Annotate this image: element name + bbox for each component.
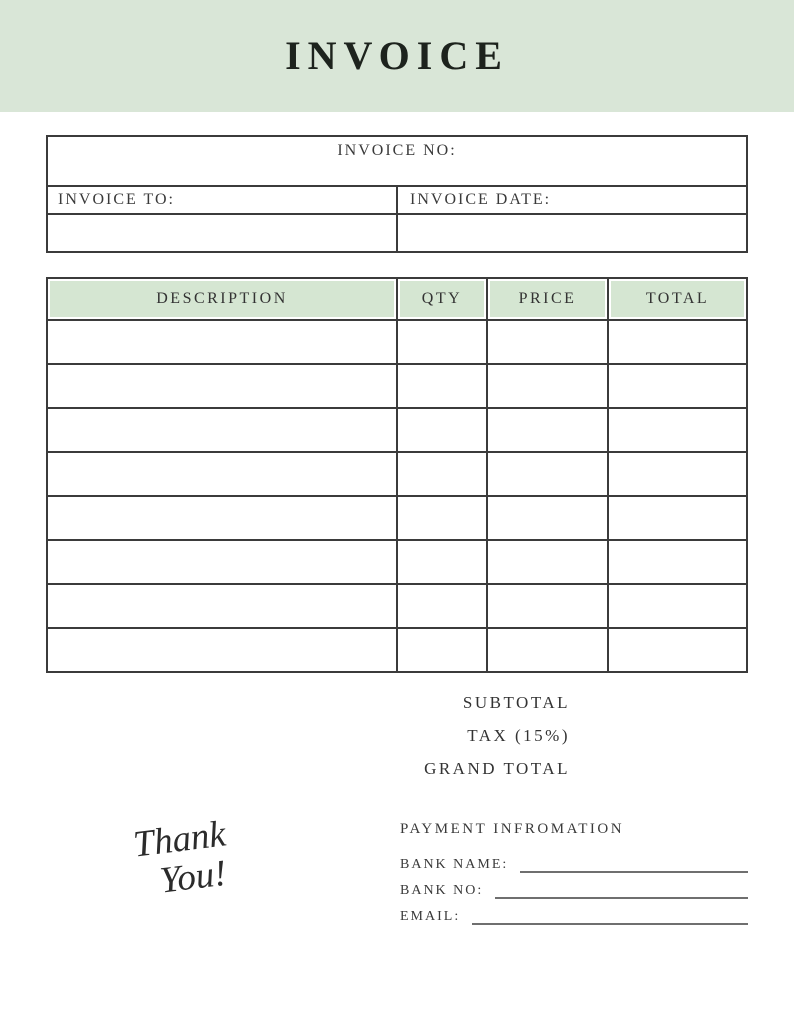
column-header-total: TOTAL: [608, 278, 747, 320]
items-table-body: [47, 320, 747, 672]
item-cell[interactable]: [487, 584, 608, 628]
invoice-no-row: [48, 137, 746, 187]
table-row: [47, 364, 747, 408]
item-cell[interactable]: [47, 540, 397, 584]
item-cell[interactable]: [487, 628, 608, 672]
thank-you-line2: You!: [157, 852, 229, 902]
item-cell[interactable]: [397, 452, 487, 496]
invoice-to-label: INVOICE TO:: [48, 187, 398, 215]
invoice-to-field[interactable]: [48, 215, 398, 251]
item-cell[interactable]: [397, 320, 487, 364]
item-cell[interactable]: [487, 496, 608, 540]
item-cell[interactable]: [487, 540, 608, 584]
item-cell[interactable]: [608, 320, 747, 364]
item-cell[interactable]: [608, 452, 747, 496]
invoice-no-label: INVOICE NO:: [337, 142, 457, 159]
item-cell[interactable]: [608, 408, 747, 452]
page-title: INVOICE: [285, 32, 509, 78]
tax-label: TAX (15%): [467, 726, 570, 745]
grand-total-label: GRAND TOTAL: [424, 759, 570, 778]
item-cell[interactable]: [47, 496, 397, 540]
totals-block: [46, 693, 570, 779]
payment-fields: [400, 856, 748, 925]
item-cell[interactable]: [397, 584, 487, 628]
invoice-no-field[interactable]: [48, 160, 746, 182]
item-cell[interactable]: [47, 320, 397, 364]
items-table-header-row: [47, 278, 747, 320]
payment-field-label: BANK NO:: [400, 883, 484, 898]
invoice-date-label: INVOICE DATE:: [398, 187, 746, 215]
items-table: [46, 277, 748, 673]
item-cell[interactable]: [47, 364, 397, 408]
table-row: [47, 540, 747, 584]
header-band: [0, 0, 794, 112]
item-cell[interactable]: [397, 540, 487, 584]
item-cell[interactable]: [397, 364, 487, 408]
invoice-info-box: [46, 135, 748, 253]
invoice-date-field[interactable]: [398, 215, 746, 251]
table-row: [47, 496, 747, 540]
item-cell[interactable]: [397, 496, 487, 540]
item-cell[interactable]: [608, 628, 747, 672]
item-cell[interactable]: [608, 496, 747, 540]
item-cell[interactable]: [47, 452, 397, 496]
payment-field-row: [400, 908, 748, 925]
thank-you-note: [40, 796, 406, 955]
column-header-qty: QTY: [397, 278, 487, 320]
item-cell[interactable]: [47, 584, 397, 628]
fill-line[interactable]: [495, 884, 748, 899]
item-cell[interactable]: [608, 584, 747, 628]
item-cell[interactable]: [47, 408, 397, 452]
invoice-to-date-grid: [48, 187, 746, 251]
table-row: [47, 452, 747, 496]
payment-field-label: EMAIL:: [400, 909, 461, 924]
item-cell[interactable]: [608, 540, 747, 584]
item-cell[interactable]: [397, 408, 487, 452]
payment-heading: PAYMENT INFROMATION: [400, 821, 625, 837]
item-cell[interactable]: [47, 628, 397, 672]
payment-info-section: [400, 817, 748, 934]
page-content: [46, 135, 748, 934]
payment-field-row: [400, 856, 748, 873]
subtotal-label: SUBTOTAL: [462, 693, 570, 712]
thank-you-line1: Thank: [131, 813, 228, 866]
item-cell[interactable]: [397, 628, 487, 672]
table-row: [47, 408, 747, 452]
payment-field-label: BANK NAME:: [400, 857, 509, 872]
item-cell[interactable]: [487, 408, 608, 452]
payment-field-row: [400, 882, 748, 899]
item-cell[interactable]: [608, 364, 747, 408]
table-row: [47, 320, 747, 364]
item-cell[interactable]: [487, 452, 608, 496]
column-header-description: DESCRIPTION: [47, 278, 397, 320]
item-cell[interactable]: [487, 364, 608, 408]
table-row: [47, 584, 747, 628]
column-header-price: PRICE: [487, 278, 608, 320]
fill-line[interactable]: [520, 858, 748, 873]
footer: [46, 813, 748, 934]
item-cell[interactable]: [487, 320, 608, 364]
table-row: [47, 628, 747, 672]
fill-line[interactable]: [472, 910, 748, 925]
